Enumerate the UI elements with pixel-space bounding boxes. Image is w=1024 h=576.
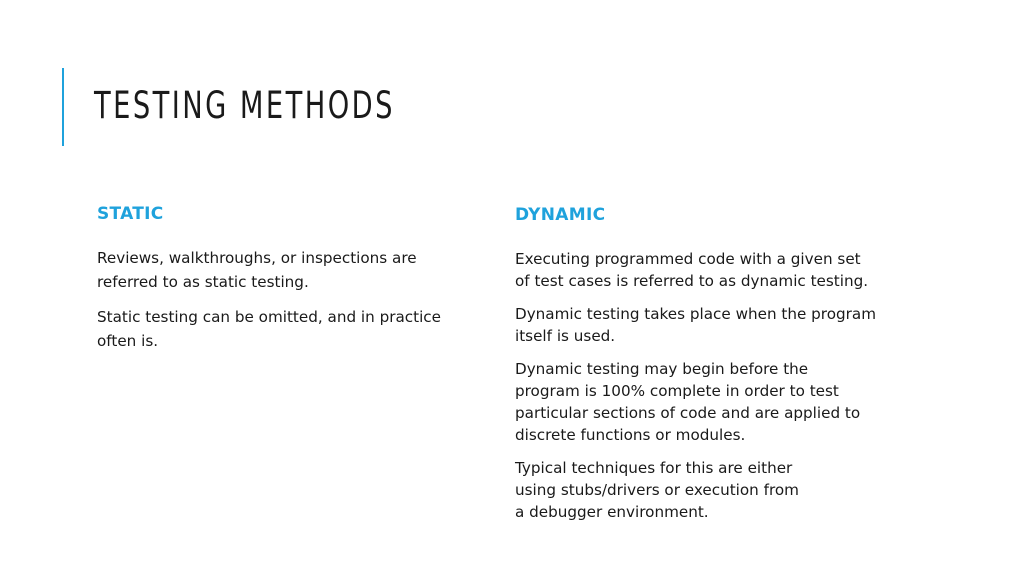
static-heading: STATIC xyxy=(97,204,164,224)
dynamic-column xyxy=(515,204,925,534)
dynamic-paragraph-1: Executing programmed code with a given set of test cases is referred to as dynamic testing. xyxy=(515,250,869,290)
dynamic-paragraph-3: Dynamic testing may begin before the program is 100% complete in order to test particular sections of code and are applied to discrete functions or modules. xyxy=(515,360,861,444)
dynamic-paragraph-4: Typical techniques for this are either using stubs/drivers or execution from a debugger environment. xyxy=(515,459,799,521)
dynamic-heading: DYNAMIC xyxy=(515,205,606,225)
title-accent-bar xyxy=(62,68,64,146)
static-column xyxy=(97,204,487,364)
slide-title: TESTING METHODS xyxy=(94,84,395,127)
static-paragraph-2: Static testing can be omitted, and in practice often is. xyxy=(97,308,441,350)
static-paragraph-1: Reviews, walkthroughs, or inspections are referred to as static testing. xyxy=(97,249,417,291)
dynamic-paragraph-2: Dynamic testing takes place when the program itself is used. xyxy=(515,305,876,345)
